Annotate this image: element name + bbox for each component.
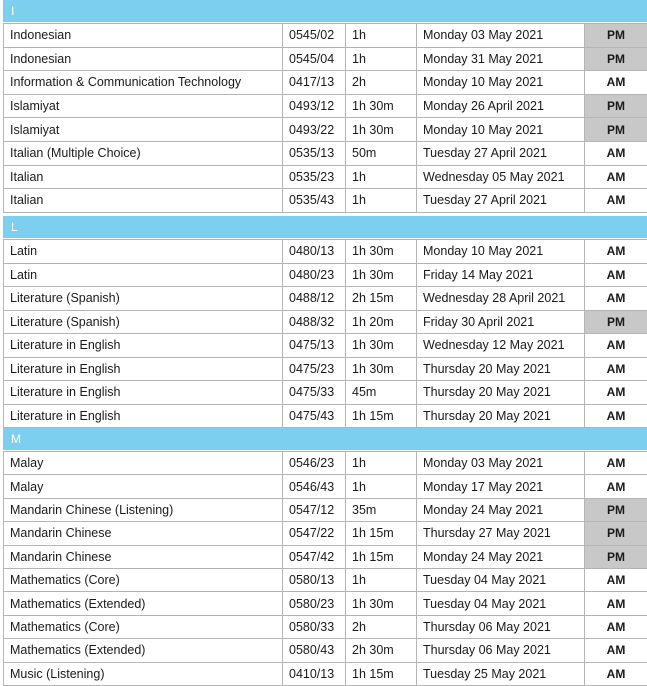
exam-date-cell: Thursday 20 May 2021 bbox=[417, 404, 585, 428]
syllabus-code-cell: 0547/12 bbox=[283, 498, 346, 521]
syllabus-code-cell: 0580/33 bbox=[283, 615, 346, 638]
session-badge: AM bbox=[585, 71, 647, 95]
exam-date-cell: Monday 03 May 2021 bbox=[417, 24, 585, 48]
subject-cell: Italian (Multiple Choice) bbox=[4, 141, 283, 165]
session-badge: PM bbox=[585, 118, 647, 142]
duration-cell: 1h 20m bbox=[346, 310, 417, 334]
table-row bbox=[4, 94, 647, 118]
duration-cell: 2h 15m bbox=[346, 287, 417, 311]
session-badge: PM bbox=[585, 522, 647, 545]
session-badge: AM bbox=[585, 334, 647, 358]
session-badge: AM bbox=[585, 568, 647, 591]
table-row bbox=[4, 165, 647, 189]
subject-cell: Literature in English bbox=[4, 357, 283, 381]
syllabus-code-cell: 0475/23 bbox=[283, 357, 346, 381]
duration-cell: 2h 30m bbox=[346, 639, 417, 662]
duration-cell: 1h bbox=[346, 189, 417, 213]
table-row bbox=[4, 404, 647, 428]
table-row bbox=[4, 568, 647, 591]
section-header-l: L bbox=[3, 216, 647, 238]
syllabus-code-cell: 0475/43 bbox=[283, 404, 346, 428]
table-row bbox=[4, 47, 647, 71]
section-header-m: M bbox=[3, 428, 647, 450]
session-badge: PM bbox=[585, 24, 647, 48]
duration-cell: 1h 30m bbox=[346, 240, 417, 264]
table-row bbox=[4, 498, 647, 521]
session-badge: AM bbox=[585, 357, 647, 381]
table-row bbox=[4, 310, 647, 334]
subject-cell: Mathematics (Extended) bbox=[4, 639, 283, 662]
session-badge: AM bbox=[585, 263, 647, 287]
table-row bbox=[4, 357, 647, 381]
exam-date-cell: Friday 30 April 2021 bbox=[417, 310, 585, 334]
exam-date-cell: Tuesday 04 May 2021 bbox=[417, 592, 585, 615]
duration-cell: 35m bbox=[346, 498, 417, 521]
table-row bbox=[4, 522, 647, 545]
subject-cell: Islamiyat bbox=[4, 118, 283, 142]
subject-cell: Mandarin Chinese bbox=[4, 522, 283, 545]
duration-cell: 1h 15m bbox=[346, 545, 417, 568]
exam-date-cell: Monday 24 May 2021 bbox=[417, 545, 585, 568]
subject-cell: Mathematics (Core) bbox=[4, 615, 283, 638]
exam-date-cell: Tuesday 04 May 2021 bbox=[417, 568, 585, 591]
timetable-section-i bbox=[3, 23, 647, 213]
subject-cell: Latin bbox=[4, 263, 283, 287]
duration-cell: 1h 30m bbox=[346, 263, 417, 287]
exam-date-cell: Thursday 27 May 2021 bbox=[417, 522, 585, 545]
session-badge: PM bbox=[585, 545, 647, 568]
subject-cell: Mandarin Chinese bbox=[4, 545, 283, 568]
duration-cell: 1h bbox=[346, 47, 417, 71]
session-badge: PM bbox=[585, 47, 647, 71]
duration-cell: 1h bbox=[346, 568, 417, 591]
exam-date-cell: Monday 03 May 2021 bbox=[417, 452, 585, 475]
exam-date-cell: Wednesday 05 May 2021 bbox=[417, 165, 585, 189]
session-badge: AM bbox=[585, 639, 647, 662]
subject-cell: Music (Listening) bbox=[4, 662, 283, 685]
duration-cell: 2h bbox=[346, 71, 417, 95]
table-row bbox=[4, 71, 647, 95]
duration-cell: 2h bbox=[346, 615, 417, 638]
syllabus-code-cell: 0480/13 bbox=[283, 240, 346, 264]
subject-cell: Literature in English bbox=[4, 334, 283, 358]
syllabus-code-cell: 0488/12 bbox=[283, 287, 346, 311]
table-row bbox=[4, 639, 647, 662]
syllabus-code-cell: 0580/13 bbox=[283, 568, 346, 591]
timetable-section-m bbox=[3, 451, 647, 686]
exam-date-cell: Wednesday 28 April 2021 bbox=[417, 287, 585, 311]
duration-cell: 1h 30m bbox=[346, 357, 417, 381]
exam-date-cell: Tuesday 25 May 2021 bbox=[417, 662, 585, 685]
subject-cell: Malay bbox=[4, 452, 283, 475]
syllabus-code-cell: 0535/13 bbox=[283, 141, 346, 165]
syllabus-code-cell: 0493/22 bbox=[283, 118, 346, 142]
subject-cell: Mathematics (Core) bbox=[4, 568, 283, 591]
syllabus-code-cell: 0580/43 bbox=[283, 639, 346, 662]
subject-cell: Literature (Spanish) bbox=[4, 287, 283, 311]
duration-cell: 1h 15m bbox=[346, 662, 417, 685]
syllabus-code-cell: 0480/23 bbox=[283, 263, 346, 287]
duration-cell: 1h bbox=[346, 452, 417, 475]
syllabus-code-cell: 0546/23 bbox=[283, 452, 346, 475]
timetable-section-l bbox=[3, 239, 647, 428]
duration-cell: 1h bbox=[346, 24, 417, 48]
subject-cell: Information & Communication Technology bbox=[4, 71, 283, 95]
session-badge: AM bbox=[585, 381, 647, 405]
session-badge: AM bbox=[585, 404, 647, 428]
duration-cell: 1h 15m bbox=[346, 522, 417, 545]
session-badge: AM bbox=[585, 662, 647, 685]
duration-cell: 50m bbox=[346, 141, 417, 165]
subject-cell: Latin bbox=[4, 240, 283, 264]
session-badge: PM bbox=[585, 94, 647, 118]
syllabus-code-cell: 0417/13 bbox=[283, 71, 346, 95]
session-badge: AM bbox=[585, 592, 647, 615]
syllabus-code-cell: 0546/43 bbox=[283, 475, 346, 498]
subject-cell: Italian bbox=[4, 165, 283, 189]
session-badge: AM bbox=[585, 141, 647, 165]
subject-cell: Indonesian bbox=[4, 24, 283, 48]
session-badge: PM bbox=[585, 498, 647, 521]
duration-cell: 1h bbox=[346, 165, 417, 189]
subject-cell: Indonesian bbox=[4, 47, 283, 71]
syllabus-code-cell: 0545/02 bbox=[283, 24, 346, 48]
table-row bbox=[4, 240, 647, 264]
syllabus-code-cell: 0493/12 bbox=[283, 94, 346, 118]
session-badge: AM bbox=[585, 287, 647, 311]
session-badge: AM bbox=[585, 165, 647, 189]
table-row bbox=[4, 24, 647, 48]
table-row bbox=[4, 263, 647, 287]
subject-cell: Literature (Spanish) bbox=[4, 310, 283, 334]
duration-cell: 1h 30m bbox=[346, 334, 417, 358]
exam-date-cell: Monday 31 May 2021 bbox=[417, 47, 585, 71]
session-badge: AM bbox=[585, 240, 647, 264]
exam-date-cell: Monday 10 May 2021 bbox=[417, 240, 585, 264]
subject-cell: Italian bbox=[4, 189, 283, 213]
exam-date-cell: Friday 14 May 2021 bbox=[417, 263, 585, 287]
exam-date-cell: Monday 26 April 2021 bbox=[417, 94, 585, 118]
syllabus-code-cell: 0475/33 bbox=[283, 381, 346, 405]
table-row bbox=[4, 287, 647, 311]
exam-date-cell: Tuesday 27 April 2021 bbox=[417, 141, 585, 165]
syllabus-code-cell: 0475/13 bbox=[283, 334, 346, 358]
exam-date-cell: Thursday 06 May 2021 bbox=[417, 615, 585, 638]
duration-cell: 45m bbox=[346, 381, 417, 405]
table-row bbox=[4, 452, 647, 475]
duration-cell: 1h 30m bbox=[346, 118, 417, 142]
subject-cell: Mandarin Chinese (Listening) bbox=[4, 498, 283, 521]
duration-cell: 1h 15m bbox=[346, 404, 417, 428]
table-row bbox=[4, 141, 647, 165]
subject-cell: Islamiyat bbox=[4, 94, 283, 118]
duration-cell: 1h bbox=[346, 475, 417, 498]
syllabus-code-cell: 0545/04 bbox=[283, 47, 346, 71]
table-row bbox=[4, 118, 647, 142]
session-badge: PM bbox=[585, 310, 647, 334]
duration-cell: 1h 30m bbox=[346, 94, 417, 118]
exam-date-cell: Monday 10 May 2021 bbox=[417, 118, 585, 142]
table-row bbox=[4, 662, 647, 685]
table-row bbox=[4, 189, 647, 213]
duration-cell: 1h 30m bbox=[346, 592, 417, 615]
table-row bbox=[4, 592, 647, 615]
syllabus-code-cell: 0535/43 bbox=[283, 189, 346, 213]
subject-cell: Literature in English bbox=[4, 381, 283, 405]
table-row bbox=[4, 334, 647, 358]
syllabus-code-cell: 0535/23 bbox=[283, 165, 346, 189]
syllabus-code-cell: 0547/22 bbox=[283, 522, 346, 545]
exam-date-cell: Thursday 06 May 2021 bbox=[417, 639, 585, 662]
session-badge: AM bbox=[585, 475, 647, 498]
session-badge: AM bbox=[585, 452, 647, 475]
exam-date-cell: Monday 17 May 2021 bbox=[417, 475, 585, 498]
subject-cell: Malay bbox=[4, 475, 283, 498]
syllabus-code-cell: 0580/23 bbox=[283, 592, 346, 615]
exam-date-cell: Monday 24 May 2021 bbox=[417, 498, 585, 521]
table-row bbox=[4, 475, 647, 498]
exam-date-cell: Thursday 20 May 2021 bbox=[417, 381, 585, 405]
exam-date-cell: Thursday 20 May 2021 bbox=[417, 357, 585, 381]
table-row bbox=[4, 615, 647, 638]
exam-date-cell: Wednesday 12 May 2021 bbox=[417, 334, 585, 358]
exam-date-cell: Monday 10 May 2021 bbox=[417, 71, 585, 95]
exam-date-cell: Tuesday 27 April 2021 bbox=[417, 189, 585, 213]
subject-cell: Literature in English bbox=[4, 404, 283, 428]
syllabus-code-cell: 0547/42 bbox=[283, 545, 346, 568]
syllabus-code-cell: 0488/32 bbox=[283, 310, 346, 334]
syllabus-code-cell: 0410/13 bbox=[283, 662, 346, 685]
session-badge: AM bbox=[585, 189, 647, 213]
section-header-i: I bbox=[3, 0, 647, 22]
subject-cell: Mathematics (Extended) bbox=[4, 592, 283, 615]
session-badge: AM bbox=[585, 615, 647, 638]
table-row bbox=[4, 545, 647, 568]
table-row bbox=[4, 381, 647, 405]
